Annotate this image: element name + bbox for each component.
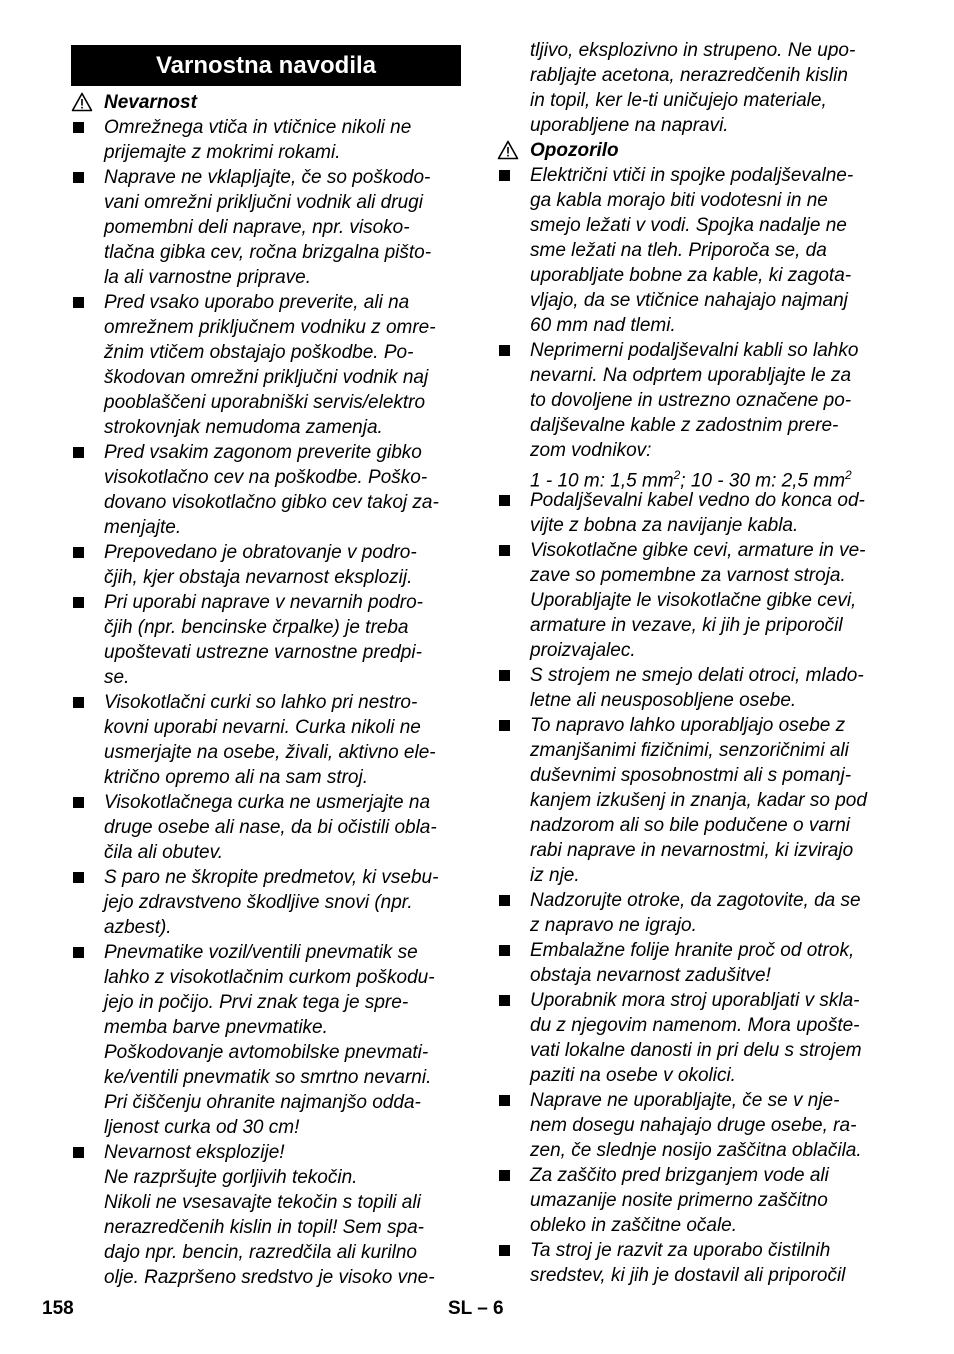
list-item-line: umazanije nosite primerno zaščitno — [530, 1190, 828, 1211]
list-item — [497, 938, 889, 988]
list-item-line: la ali varnostne priprave. — [104, 267, 311, 288]
list-item-line: dovano visokotlačno gibko cev takoj za- — [104, 492, 439, 513]
warning-triangle-icon — [71, 92, 93, 112]
list-item-line: menjajte. — [104, 517, 182, 538]
square-bullet-icon — [499, 345, 510, 356]
list-item — [71, 790, 461, 865]
danger-heading — [71, 90, 461, 115]
list-item-line: škodovan omrežni priključni vodnik naj — [104, 367, 429, 388]
square-bullet-icon — [73, 872, 84, 883]
square-bullet-icon — [73, 597, 84, 608]
list-item-line: se. — [104, 667, 130, 688]
list-item-line: S paro ne škropite predmetov, ki vsebu- — [104, 867, 439, 888]
list-item-line: sredstev, ki jih je dostavil ali priporočil — [530, 1265, 846, 1286]
list-item-line: Ne razpršujte gorljivih tekočin. — [104, 1167, 358, 1188]
square-bullet-icon — [73, 697, 84, 708]
square-bullet-icon — [499, 670, 510, 681]
square-bullet-icon — [73, 122, 84, 133]
square-bullet-icon — [499, 895, 510, 906]
list-item-line: Embalažne folije hranite proč od otrok, — [530, 940, 855, 961]
list-item-line: prijemajte z mokrimi rokami. — [104, 142, 341, 163]
list-item — [71, 440, 461, 540]
list-item-line: smejo ležati v vodi. Spojka nadalje ne — [530, 215, 847, 236]
list-item-line: vani omrežni priključni vodnik ali drugi — [104, 192, 423, 213]
square-bullet-icon — [73, 172, 84, 183]
continuation-text — [497, 38, 889, 138]
list-item-line: S strojem ne smejo delati otroci, mlado- — [530, 665, 864, 686]
list-item-line: Pred vsakim zagonom preverite gibko — [104, 442, 422, 463]
list-item-line: daljševalne kable z zadostnim prere- — [530, 415, 839, 436]
page-number: 158 — [42, 1298, 74, 1319]
list-item-line: Pnevmatike vozil/ventili pnevmatik se — [104, 942, 418, 963]
square-bullet-icon — [499, 1095, 510, 1106]
cable-spec-line: 1 - 10 m: 1,5 $mm^2$; 10 - 30 m: 2,5 $mm^2$ — [530, 468, 852, 492]
square-bullet-icon — [73, 297, 84, 308]
list-item-line: kovni uporabi nevarni. Curka nikoli ne — [104, 717, 421, 738]
continuation-line: tljivo, eksplozivno in strupeno. Ne upo- — [530, 40, 856, 61]
list-item-line: omrežnem priključnem vodniku z omre- — [104, 317, 436, 338]
list-item-line: duševnimi sposobnostmi ali s pomanj- — [530, 765, 852, 786]
list-item — [497, 713, 889, 888]
list-item-line: tlačna gibka cev, ročna brizgalna pišto- — [104, 242, 432, 263]
list-item-line: ktrično opremo ali na sam stroj. — [104, 767, 368, 788]
list-item-line: ke/ventili pnevmatik so smrtno nevarni. — [104, 1067, 432, 1088]
list-item-line: dajo npr. bencin, razredčila ali kurilno — [104, 1242, 417, 1263]
list-item-line: zom vodnikov: — [530, 440, 652, 461]
list-item-line: Za zaščito pred brizganjem vode ali — [530, 1165, 829, 1186]
list-item-line: rabi naprave in nevarnostmi, ki izvirajo — [530, 840, 854, 861]
list-item-line: Visokotlačne gibke cevi, armature in ve- — [530, 540, 866, 561]
list-item-line: to dovoljene in ustrezno označene po- — [530, 390, 852, 411]
list-item — [497, 988, 889, 1088]
list-item — [71, 1140, 461, 1290]
list-item-line: nadzorom ali so bile podučene o varni — [530, 815, 851, 836]
list-item-line: Naprave ne uporabljajte, če se v nje- — [530, 1090, 840, 1111]
list-item — [497, 538, 889, 663]
list-item-line: Poškodovanje avtomobilske pnevmati- — [104, 1042, 429, 1063]
list-item-line: Pri čiščenju ohranite najmanjšo odda- — [104, 1092, 421, 1113]
square-bullet-icon — [73, 447, 84, 458]
list-item — [71, 940, 461, 1140]
square-bullet-icon — [499, 995, 510, 1006]
list-item-line: Nadzorujte otroke, da zagotovite, da se — [530, 890, 861, 911]
list-item — [71, 865, 461, 940]
list-item-line: nerazredčenih kislin in topil! Sem spa- — [104, 1217, 424, 1238]
list-item-line: ljenost curka od 30 cm! — [104, 1117, 300, 1138]
list-item-line: 60 mm nad tlemi. — [530, 315, 676, 336]
list-item-line: paziti na osebe v okolici. — [530, 1065, 736, 1086]
square-bullet-icon — [499, 170, 510, 181]
list-item-line: čjih (npr. bencinske črpalke) je treba — [104, 617, 409, 638]
warning-triangle-icon — [497, 140, 519, 160]
danger-heading-label: Nevarnost — [104, 92, 197, 113]
square-bullet-icon — [73, 547, 84, 558]
list-item — [497, 1088, 889, 1163]
continuation-line: uporabljene na napravi. — [530, 115, 729, 136]
list-item-line: Visokotlačnega curka ne usmerjajte na — [104, 792, 431, 813]
list-item-line: strokovnjak nemudoma zamenja. — [104, 417, 383, 438]
list-item-line: zen, če slednje nosijo zaščitna oblačila. — [530, 1140, 862, 1161]
list-item-line: uporabljate bobne za kable, ki zagota- — [530, 265, 852, 286]
list-item-line: jejo zdravstveno škodljive snovi (npr. — [104, 892, 413, 913]
list-item-line: žnim vtičem obstajajo poškodbe. Po- — [104, 342, 414, 363]
square-bullet-icon — [499, 1170, 510, 1181]
list-item-line: čjih, kjer obstaja nevarnost eksplozij. — [104, 567, 413, 588]
list-item-line: Uporabljajte le visokotlačne gibke cevi, — [530, 590, 857, 611]
square-bullet-icon — [499, 1245, 510, 1256]
page-title: Varnostna navodila — [71, 45, 461, 86]
list-item-line: memba barve pnevmatike. — [104, 1017, 328, 1038]
square-bullet-icon — [499, 545, 510, 556]
list-item-line: Pred vsako uporabo preverite, ali na — [104, 292, 410, 313]
list-item-line: zmanjšanimi fizičnimi, senzoričnimi ali — [530, 740, 849, 761]
list-item-line: pooblaščeni uporabniški servis/elektro — [104, 392, 426, 413]
left-column — [71, 38, 461, 1290]
square-bullet-icon — [73, 1147, 84, 1158]
list-item — [71, 290, 461, 440]
list-item-line: Električni vtiči in spojke podaljševalne- — [530, 165, 854, 186]
list-item-line: obstaja nevarnost zadušitve! — [530, 965, 771, 986]
list-item-line: kanjem izkušenj in znanja, kadar so pod — [530, 790, 867, 811]
list-item-line: Nikoli ne vsesavajte tekočin s topili ali — [104, 1192, 421, 1213]
list-item — [71, 590, 461, 690]
list-item — [497, 663, 889, 713]
right-list — [497, 163, 889, 1288]
list-item-line: z napravo ne igrajo. — [530, 915, 697, 936]
list-item-line: azbest). — [104, 917, 172, 938]
list-item-line: Neprimerni podaljševalni kabli so lahko — [530, 340, 859, 361]
list-item-line: Naprave ne vklapljajte, če so poškodo- — [104, 167, 431, 188]
list-item-line: du z njegovim namenom. Mora upošte- — [530, 1015, 860, 1036]
continuation-line: in topil, ker le-ti uničujejo materiale, — [530, 90, 827, 111]
list-item-line: druge osebe ali nase, da bi očistili obla- — [104, 817, 437, 838]
list-item-line: ga kabla morajo biti vodotesni in ne — [530, 190, 828, 211]
continuation-line: rabljajte acetona, nerazredčenih kislin — [530, 65, 848, 86]
list-item-line: Nevarnost eksplozije! — [104, 1142, 285, 1163]
left-list — [71, 115, 461, 1290]
list-item-line: olje. Razpršeno sredstvo je visoko vne- — [104, 1267, 435, 1288]
list-item — [497, 488, 889, 538]
list-item — [497, 338, 889, 492]
square-bullet-icon — [73, 797, 84, 808]
list-item — [497, 888, 889, 938]
right-column — [497, 38, 889, 1288]
right-text — [497, 38, 889, 1288]
list-item-line: lahko z visokotlačnim curkom poškodu- — [104, 967, 435, 988]
list-item — [497, 1163, 889, 1238]
list-item-line: vljajo, da se vtičnice nahajajo najmanj — [530, 290, 848, 311]
list-item-line: Pri uporabi naprave v nevarnih podro- — [104, 592, 423, 613]
list-item — [71, 690, 461, 790]
list-item-line: proizvajalec. — [530, 640, 636, 661]
list-item — [71, 165, 461, 290]
list-item-line: vijte z bobna za navijanje kabla. — [530, 515, 799, 536]
list-item-line: vati lokalne danosti in pri delu s strojem — [530, 1040, 862, 1061]
list-item-line: armature in vezave, ki jih je priporočil — [530, 615, 843, 636]
square-bullet-icon — [499, 720, 510, 731]
list-item-line: čila ali obutev. — [104, 842, 223, 863]
list-item-line: letne ali neusposobljene osebe. — [530, 690, 797, 711]
list-item-line: To napravo lahko uporabljajo osebe z — [530, 715, 846, 736]
list-item — [497, 163, 889, 338]
left-text — [71, 90, 461, 1290]
list-item-line: obleko in zaščitne očale. — [530, 1215, 738, 1236]
list-item-line: Podaljševalni kabel vedno do konca od- — [530, 490, 865, 511]
list-item — [71, 115, 461, 165]
list-item-line: Visokotlačni curki so lahko pri nestro- — [104, 692, 418, 713]
warning-heading — [497, 138, 889, 163]
list-item-line: Uporabnik mora stroj uporabljati v skla- — [530, 990, 860, 1011]
list-item — [497, 1238, 889, 1288]
list-item-line: zave so pomembne za varnost stroja. — [530, 565, 846, 586]
list-item-line: jejo in počijo. Prvi znak tega je spre- — [104, 992, 409, 1013]
list-item-line: nevarni. Na odprtem uporabljajte le za — [530, 365, 852, 386]
list-item-line: usmerjajte na osebe, živali, aktivno ele- — [104, 742, 436, 763]
square-bullet-icon — [73, 947, 84, 958]
list-item-line: Ta stroj je razvit za uporabo čistilnih — [530, 1240, 831, 1261]
square-bullet-icon — [499, 495, 510, 506]
list-item — [71, 540, 461, 590]
list-item-line: Prepovedano je obratovanje v podro- — [104, 542, 417, 563]
list-item-line: upoštevati ustrezne varnostne predpi- — [104, 642, 422, 663]
list-item-line: sme ležati na tleh. Priporoča se, da — [530, 240, 827, 261]
list-item-line: pomembni deli naprave, npr. visoko- — [104, 217, 410, 238]
square-bullet-icon — [499, 945, 510, 956]
warning-heading-label: Opozorilo — [530, 140, 619, 161]
list-item-line: iz nje. — [530, 865, 580, 886]
list-item-line: Omrežnega vtiča in vtičnice nikoli ne — [104, 117, 412, 138]
list-item-line: visokotlačno cev na poškodbe. Poško- — [104, 467, 428, 488]
section-label: SL – 6 — [448, 1298, 504, 1319]
list-item-line: nem dosegu nahajajo druge osebe, ra- — [530, 1115, 857, 1136]
